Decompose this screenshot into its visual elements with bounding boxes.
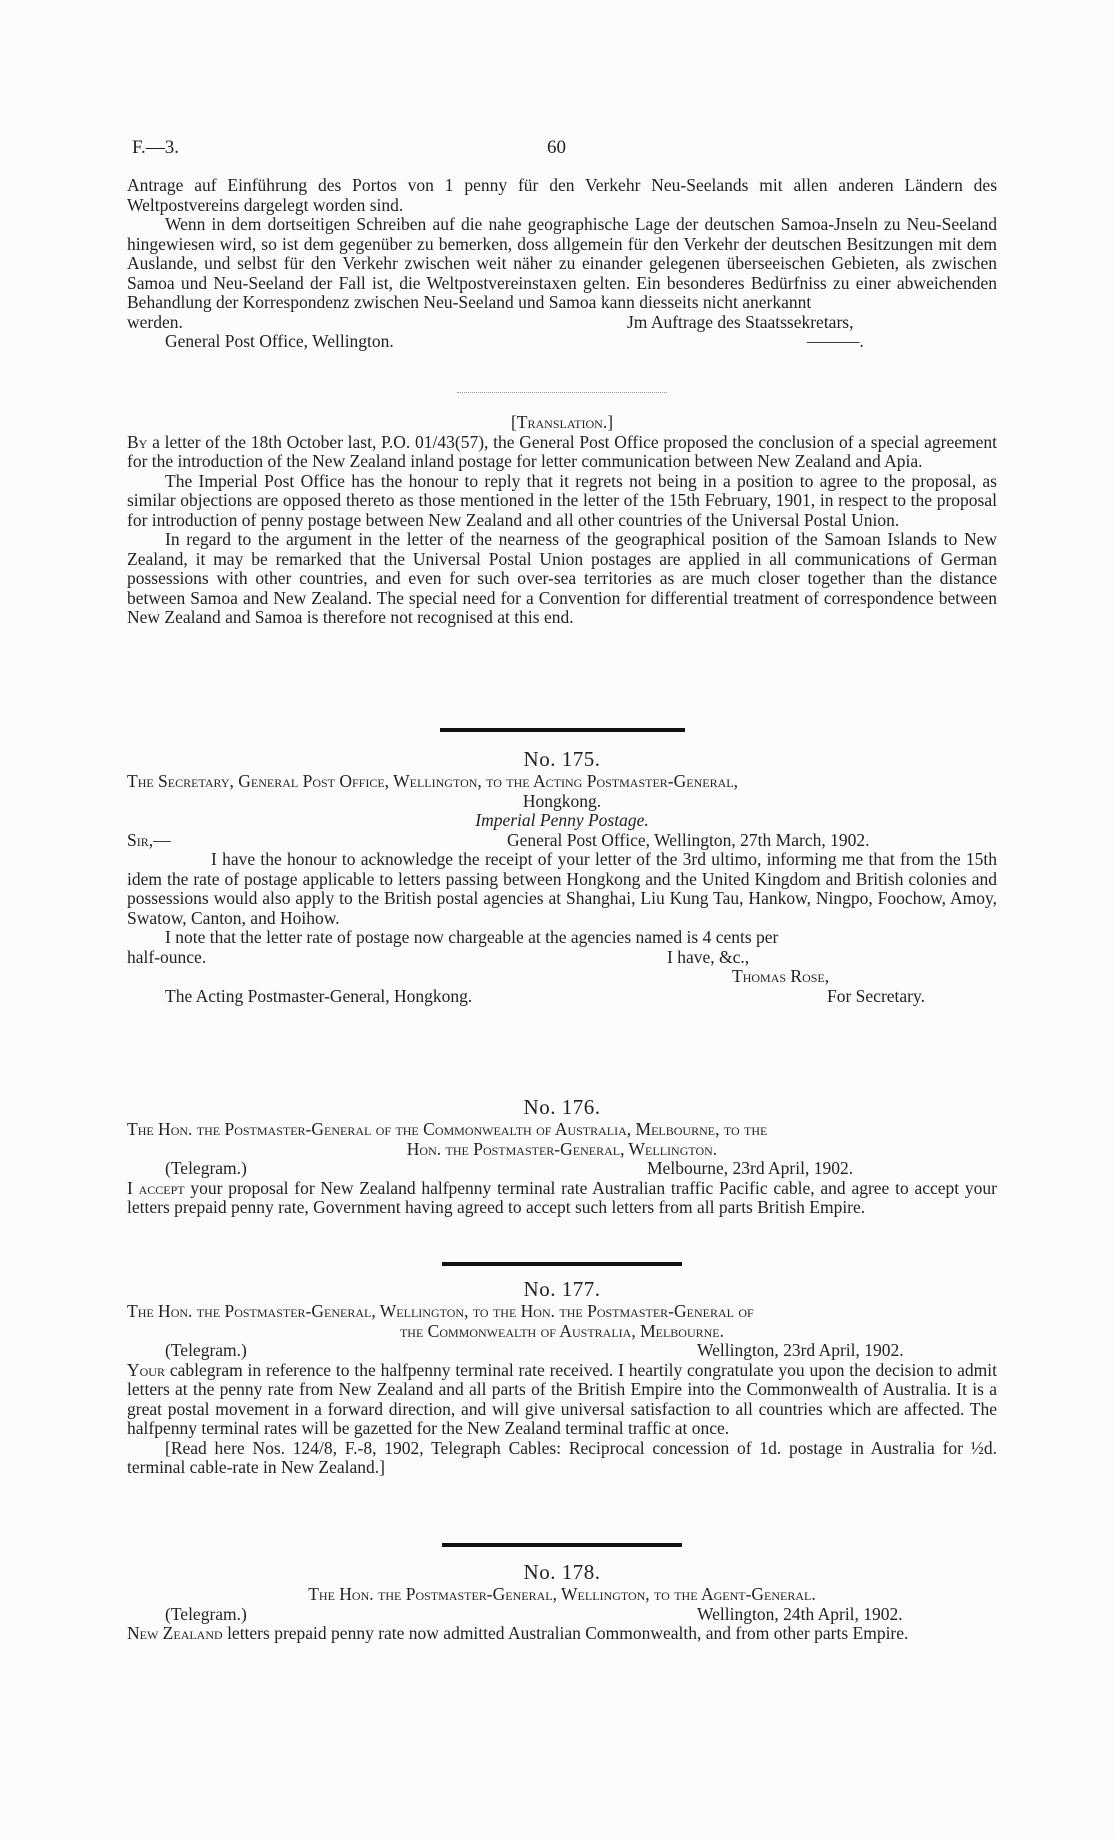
telegram-text: letters prepaid penny rate now admitted Australian Commonwealth, and from other parts Empire. (222, 1623, 909, 1643)
translation-lead: By (127, 431, 148, 452)
section-number: No. 177. (523, 1277, 601, 1301)
telegram-body (127, 1361, 997, 1439)
section-subject: Imperial Penny Postage. (475, 810, 649, 830)
telegram-lead: I accept (127, 1177, 185, 1198)
german-letter (127, 176, 997, 352)
german-sign-row (127, 313, 997, 333)
telegram-lead: Your (127, 1359, 165, 1380)
translation-paragraph-1 (127, 433, 997, 472)
section-number: No. 175. (523, 747, 601, 771)
telegram-body (127, 1624, 997, 1644)
page-header (127, 138, 997, 162)
section-from-line-1: The Hon. the Postmaster-General, Wellington, to the Agent-General. (308, 1584, 816, 1604)
section-number: No. 178. (523, 1560, 601, 1584)
telegram-row (127, 1159, 997, 1179)
section-rule (442, 1262, 682, 1266)
translation-paragraph-3: In regard to the argument in the letter of the nearness of the geographical position of the Samoan Islands to New Zealand, it may be remarked that the Universal Postal Union postages are applied in all communications of German possessions with other countries, and even for such over-sea territories as are much closer together than the distance between Samoa and New Zealand. The special need for a Convention for differential treatment of correspondence between New Zealand and Samoa is therefore not recognised at this end. (127, 529, 997, 627)
telegram-label: (Telegram.) (165, 1603, 247, 1624)
closing-row (127, 948, 997, 968)
section-rule (442, 1543, 682, 1547)
german-signature-line: Jm Auftrage des Staatssekretars, (627, 311, 854, 332)
telegram-text: your proposal for New Zealand halfpenny terminal rate Australian traffic Pacific cable, and agree to accept your letters prepaid penny rate, Government having agreed to accept such letters from all parts British Empire. (127, 1177, 997, 1217)
translation-paragraph-1-body: a letter of the 18th October last, P.O. 01/43(57), the General Post Office proposed the conclusion of a special agreement for the introduction of the New Zealand inland postage for letter communication between New Zealand and Apia. (127, 431, 997, 471)
salutation: Sir,— (127, 829, 171, 850)
german-dash: ———. (807, 331, 864, 351)
section-from-line-2: Hongkong. (522, 790, 602, 811)
dateline: General Post Office, Wellington, 27th March, 1902. (507, 829, 870, 850)
section-from-line-1: The Hon. the Postmaster-General, Wellington, to the Hon. the Postmaster-General of (127, 1301, 754, 1321)
german-paragraph-2-end: werden. (127, 311, 183, 332)
german-paragraph-2: Wenn in dem dortseitigen Schreiben auf die nahe geographische Lage der deutschen Samoa-Jnseln zu Neu-Seeland hingewiesen wird, so ist dem gegenüber zu bemerken, doss allgemein für den Verkehr der deutschen Besitzungen mit dem Auslande, und selbst für den Verkehr zwischen weit näher zu einander gelegenen überseeischen Gebieten, als zwischen Samoa und Neu-Seeland der Fall ist, die Weltpostvereinstaxen gelten. Ein besonderes Bedürfniss zu einer abweichenden Behandlung der Korrespondenz zwischen Neu-Seeland und Samoa kann diesseits nicht anerkannt (127, 214, 997, 312)
section-rule (440, 728, 685, 732)
telegram-body (127, 1179, 997, 1218)
section-177 (127, 1262, 997, 1478)
salutation-row (127, 831, 997, 851)
signer-row (127, 967, 997, 987)
page-number: 60 (547, 137, 566, 158)
translation-heading: [Translation.] (510, 412, 614, 432)
addressee-row (127, 987, 997, 1007)
reference-note: [Read here Nos. 124/8, F.-8, 1902, Telegraph Cables: Reciprocal concession of 1d. postage in Australia for ½d. terminal cable-rate in New Zealand.] (127, 1437, 997, 1477)
separator-dotted (457, 392, 667, 393)
translation-paragraph-2: The Imperial Post Office has the honour to reply that it regrets not being in a position to agree to the proposal, as similar objections are opposed thereto as those mentioned in the letter of the 15th February, 1901, in respect to the proposal for introduction of penny postage between New Zealand and all other countries of the Universal Postal Union. (127, 470, 997, 530)
telegram-row (127, 1341, 997, 1361)
closing: I have, &c., (667, 946, 750, 967)
letter-paragraph-2: I note that the letter rate of postage now chargeable at the agencies named is 4 cents per (165, 927, 779, 947)
translation-section (127, 392, 997, 628)
telegram-label: (Telegram.) (165, 1158, 247, 1178)
section-number: No. 176. (523, 1095, 601, 1119)
telegram-text: cablegram in reference to the halfpenny terminal rate received. I heartily congratulate you upon the decision to admit letters at the penny rate from New Zealand and all parts of the British Empire into the Commonwealth of Australia. It is a great postal movement in a forward direction, and will give universal satisfaction to all countries which are affected. The halfpenny terminal rates will be gazetted for the New Zealand terminal traffic at once. (127, 1359, 997, 1438)
dateline: Melbourne, 23rd April, 1902. (647, 1158, 854, 1178)
section-from-line-2: the Commonwealth of Australia, Melbourne. (399, 1320, 725, 1341)
letter-paragraph-2-end: half-ounce. (127, 946, 207, 967)
german-addressee: General Post Office, Wellington. (165, 331, 394, 351)
german-paragraph-1: Antrage auf Einführung des Portos von 1 penny für den Verkehr Neu-Seelands mit allen anderen Ländern des Weltpostvereins dargelegt worden sind. (127, 175, 997, 215)
signer: Thomas Rose, (732, 966, 830, 986)
telegram-row (127, 1605, 997, 1625)
dateline: Wellington, 23rd April, 1902. (697, 1340, 904, 1360)
section-178 (127, 1543, 997, 1644)
document-reference: F.—3. (132, 137, 180, 158)
telegram-lead: New Zealand (127, 1623, 223, 1643)
for-secretary: For Secretary. (827, 985, 925, 1006)
letter-paragraph-1: I have the honour to acknowledge the receipt of your letter of the 3rd ultimo, informing me that from the 15th idem the rate of postage applicable to letters passing between Hongkong and the United Kingdom and British colonies and possessions would also apply to the British postal agencies at Shanghai, Liu Kung Tau, Hankow, Ningpo, Foochow, Amoy, Swatow, Canton, and Hoihow. (127, 849, 997, 928)
section-from-line-2: Hon. the Postmaster-General, Wellington. (406, 1138, 718, 1159)
section-from-line-1: The Hon. the Postmaster-General of the Commonwealth of Australia, Melbourne, to the (127, 1119, 768, 1139)
section-176 (127, 1094, 997, 1218)
dateline: Wellington, 24th April, 1902. (697, 1603, 903, 1624)
german-address-row (127, 332, 997, 352)
addressee: The Acting Postmaster-General, Hongkong. (165, 985, 473, 1006)
section-175 (127, 728, 997, 1006)
section-from-line-1: The Secretary, General Post Office, Wellington, to the Acting Postmaster-General, (127, 771, 738, 791)
telegram-label: (Telegram.) (165, 1340, 247, 1360)
